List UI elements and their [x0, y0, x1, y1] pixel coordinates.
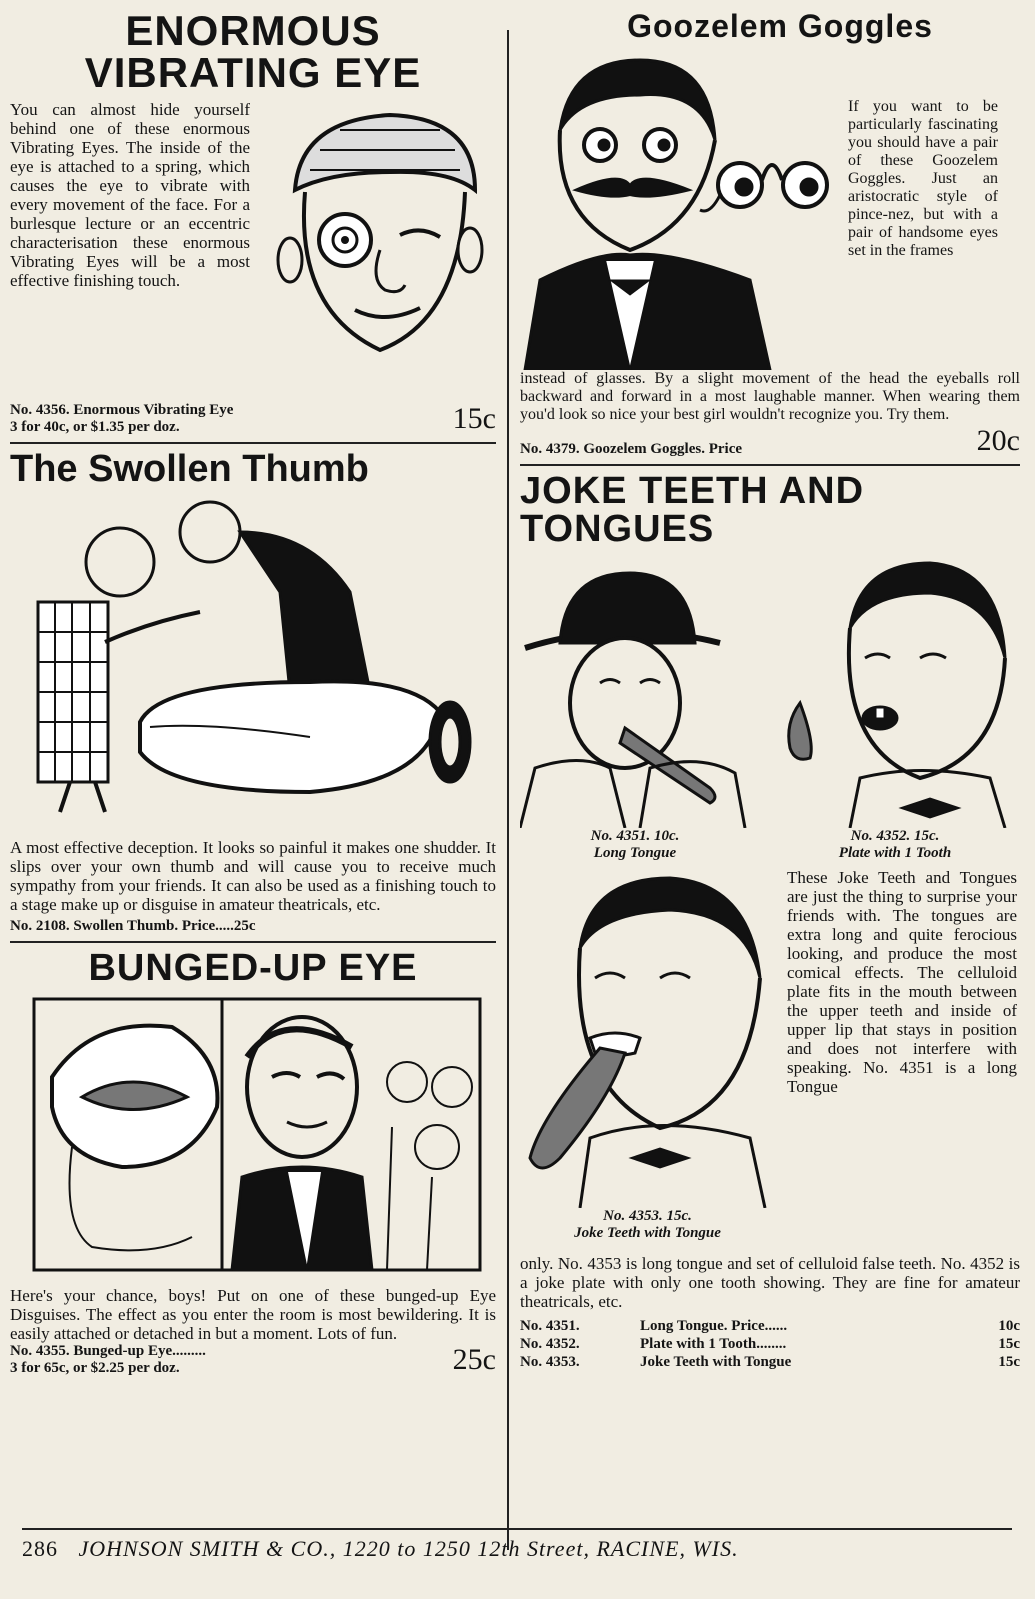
bunged-eye-price: 25c — [452, 1343, 496, 1376]
section-divider — [10, 442, 496, 444]
joke-teeth-ad — [520, 472, 1020, 1371]
long-tongue-illustration — [520, 558, 750, 828]
section-divider — [10, 941, 496, 943]
joke-teeth-body: only. No. 4353 is long tongue and set of celluloid false teeth. No. 4352 is a joke plate with only one tooth showing. They are fine for amateur theatricals, etc. — [520, 1254, 1020, 1311]
bunged-eye-bulk-price: 3 for 65c, or $2.25 per doz. — [10, 1360, 180, 1376]
price-list-number: No. 4351. — [520, 1318, 580, 1334]
bunged-eye-ad — [10, 949, 496, 1377]
vibrating-eye-body: You can almost hide yourself behind one of these enormous Vibrating Eyes. The inside of the eye is attached to a spring, which causes the eye to vibrate with every movement of the face. For a burlesque lecture or an eccentric characterisation these enormous Vibrating Eyes will be a most effective finishing touch. — [10, 100, 250, 290]
teeth-tongue-caption-number: No. 4353. 15c. — [603, 1208, 692, 1224]
price-list-description: Long Tongue. Price...... — [640, 1318, 788, 1334]
one-tooth-illustration — [770, 558, 1020, 828]
bunged-eye-illustration — [32, 997, 482, 1272]
vibrating-eye-bulk-price: 3 for 40c, or $1.35 per doz. — [10, 419, 180, 435]
vibrating-eye-order-number: No. 4356. Enormous Vibrating Eye — [10, 402, 234, 418]
section-divider — [520, 464, 1020, 466]
swollen-thumb-title: The Swollen Thumb — [10, 448, 369, 490]
page-number: 286 — [22, 1536, 58, 1561]
goggles-body: instead of glasses. By a slight movement of the head the eyeballs roll backward and forward in a most laughable manner. When wearing them you'd look so nice your best girl wouldn't recognize you. Try them. — [520, 370, 1020, 423]
page-footer — [22, 1528, 1012, 1562]
long-tongue-caption-number: No. 4351. 10c. — [590, 828, 680, 844]
swollen-thumb-order: No. 2108. Swollen Thumb. Price.....25c — [10, 918, 256, 934]
joke-teeth-price-list — [520, 1317, 1020, 1371]
goggles-side-body: If you want to be particularly fascinating you should have a pair of these Goozelem Goggles. Just an aristocratic style of pince-nez, but with a pair of handsome eyes set in the frames — [848, 98, 998, 259]
vibrating-eye-ad — [10, 7, 496, 436]
bunged-eye-title: BUNGED-UP EYE — [88, 947, 418, 989]
vibrating-eye-price: 15c — [452, 402, 496, 435]
price-list-row — [520, 1335, 1020, 1353]
bunged-eye-order-number: No. 4355. Bunged-up Eye......... — [10, 1343, 206, 1359]
goggles-order: No. 4379. Goozelem Goggles. Price — [520, 441, 743, 457]
vibrating-eye-face-illustration — [260, 100, 490, 360]
joke-teeth-title: JOKE TEETH AND TONGUES — [520, 470, 865, 550]
price-list-price: 15c — [998, 1336, 1020, 1352]
goggles-man-illustration — [520, 50, 840, 370]
one-tooth-caption-name: Plate with 1 Tooth — [838, 845, 952, 861]
one-tooth-caption-number: No. 4352. 15c. — [850, 828, 940, 844]
goggles-ad — [520, 10, 1020, 458]
price-list-row — [520, 1353, 1020, 1371]
price-list-number: No. 4353. — [520, 1354, 580, 1370]
price-list-number: No. 4352. — [520, 1336, 580, 1352]
price-list-price: 15c — [998, 1354, 1020, 1370]
price-list-price: 10c — [998, 1318, 1020, 1334]
goggles-price: 20c — [976, 424, 1020, 457]
joke-teeth-side-body: These Joke Teeth and Tongues are just the thing to surprise your friends with. The tongues are extra long and quite ferocious looking, and produce the most comical effects. The celluloid plate fits in the mouth between the upper teeth and inside of upper lip that stays in position and does not interfere with speaking. No. 4351 is a long Tongue — [787, 868, 1017, 1096]
column-divider — [507, 30, 509, 1550]
teeth-tongue-caption-name: Joke Teeth with Tongue — [574, 1225, 721, 1241]
swollen-thumb-body: A most effective deception. It looks so painful it makes one shudder. It slips over your own thumb and will cause you to receive much sympathy from your friends. It can also be used as a finishing touch to a stage make up or disguise in amateur theatricals, etc. — [10, 838, 496, 914]
goggles-title: Goozelem Goggles — [627, 8, 933, 44]
vibrating-eye-title: ENORMOUS VIBRATING EYE — [84, 7, 422, 96]
bunged-eye-body: Here's your chance, boys! Put on one of these bunged-up Eye Disguises. The effect as you enter the room is most bewildering. It is easily attached or detached in but a moment. Lots of fun. — [10, 1286, 496, 1343]
publisher-address: JOHNSON SMITH & CO., 1220 to 1250 12th Street, RACINE, WIS. — [78, 1536, 739, 1561]
price-list-description: Plate with 1 Tooth........ — [640, 1336, 787, 1352]
teeth-with-tongue-illustration — [520, 868, 775, 1208]
price-list-description: Joke Teeth with Tongue — [640, 1354, 792, 1370]
long-tongue-caption-name: Long Tongue — [593, 845, 677, 861]
swollen-thumb-illustration — [10, 492, 496, 832]
left-column — [10, 7, 496, 1377]
right-column — [520, 10, 1020, 1371]
price-list-row — [520, 1317, 1020, 1335]
swollen-thumb-ad — [10, 450, 496, 935]
